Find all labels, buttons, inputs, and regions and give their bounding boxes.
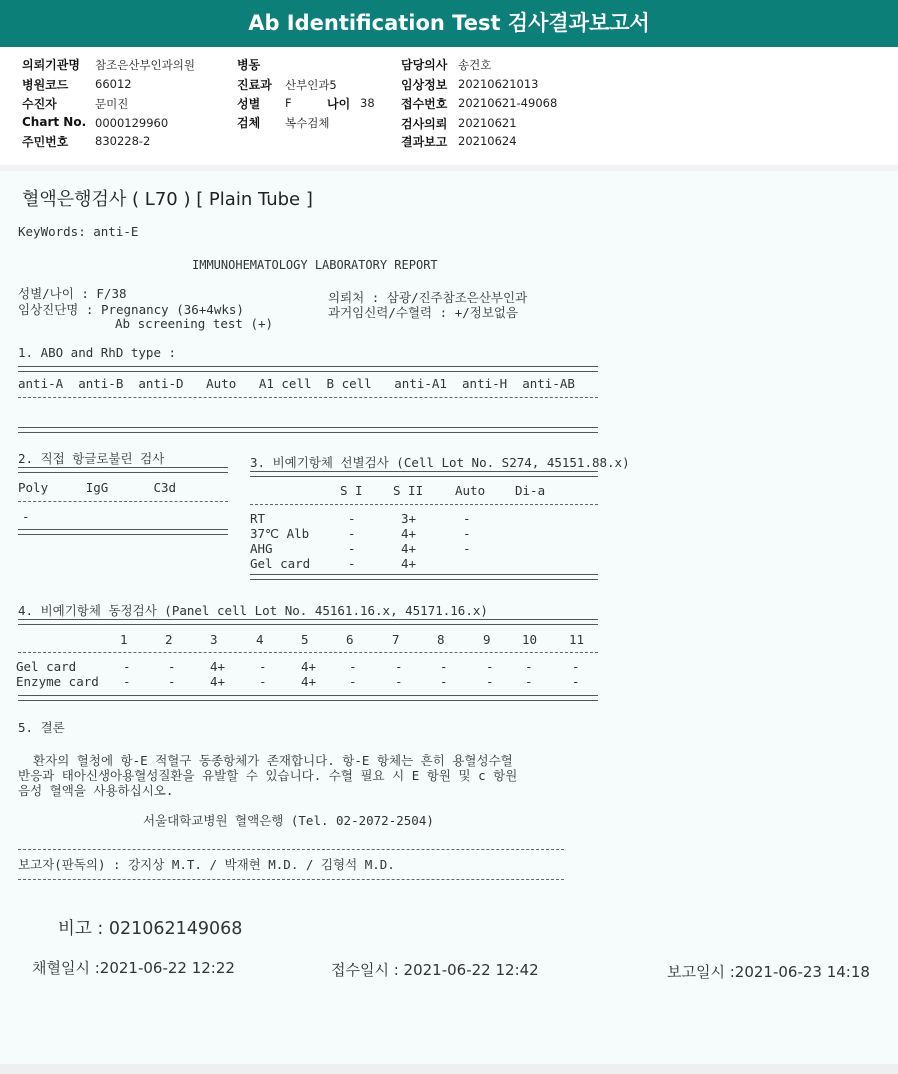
label-resident-no: 주민번호 <box>22 135 69 149</box>
panel-column-header: 10 <box>522 632 538 647</box>
test-title: 혈액은행검사 ( L70 ) [ Plain Tube ] <box>22 189 313 210</box>
screen-header-dia: Di-a <box>515 483 546 498</box>
panel-cell: - <box>349 674 357 689</box>
panel-cell: - <box>440 674 448 689</box>
panel-row-label: Gel card <box>16 659 77 674</box>
panel-cell: 4+ <box>210 674 226 689</box>
received-datetime: 접수일시 : 2021-06-22 12:42 <box>331 961 539 979</box>
screen-cell: - <box>463 541 471 556</box>
screen-header-sii: S II <box>393 483 424 498</box>
lab-report-title: IMMUNOHEMATOLOGY LABORATORY REPORT <box>192 258 438 272</box>
screen-cell: 4+ <box>401 526 417 541</box>
screen-row-label: Gel card <box>250 556 311 571</box>
panel-column-header: 3 <box>210 632 218 647</box>
reporters: 보고자(판독의) : 강지상 M.T. / 박재현 M.D. / 김형석 M.D. <box>18 857 395 872</box>
screen-cell: 4+ <box>401 541 417 556</box>
divider-dashed <box>18 849 564 850</box>
screen-row-label: RT <box>250 511 266 526</box>
screen-row-label: 37℃ Alb <box>250 526 310 541</box>
label-ward: 병동 <box>237 58 261 72</box>
value-patient-name: 문미진 <box>95 97 129 111</box>
panel-cell: - <box>168 659 176 674</box>
panel-cell: - <box>525 659 533 674</box>
screen-cell: - <box>463 526 471 541</box>
panel-cell: - <box>123 674 131 689</box>
divider-dashed <box>250 504 598 505</box>
divider-double <box>18 427 598 433</box>
divider-dashed <box>18 879 564 880</box>
remarks: 비고 : 021062149068 <box>58 919 243 939</box>
panel-column-header: 4 <box>256 632 264 647</box>
label-clinical-info: 임상정보 <box>401 78 448 92</box>
divider-double <box>18 695 598 701</box>
screen-cell: - <box>348 526 356 541</box>
value-institution: 참조은산부인과의원 <box>95 58 195 72</box>
label-specimen: 검체 <box>237 116 261 130</box>
conclusion-line1: 환자의 혈청에 항-E 적혈구 동종항체가 존재합니다. 항-E 항체는 흔히 용혈성수혈 <box>18 753 513 768</box>
abo-headers: anti-A anti-B anti-D Auto A1 cell B cell anti-A1 anti-H anti-AB <box>18 376 575 391</box>
value-physician: 송건호 <box>458 58 492 72</box>
panel-cell: - <box>349 659 357 674</box>
patient-info-header <box>0 47 898 166</box>
reported-datetime: 보고일시 :2021-06-23 14:18 <box>667 963 870 981</box>
divider-dashed <box>18 501 228 502</box>
divider-double <box>18 467 228 473</box>
panel-cell: - <box>572 659 580 674</box>
panel-cell: - <box>259 674 267 689</box>
value-department: 산부인과5 <box>285 78 337 92</box>
label-age: 나이 <box>327 97 351 111</box>
sex-age: 성별/나이 : F/38 <box>18 286 127 301</box>
label-request-date: 검사의뢰 <box>401 117 448 131</box>
page-bottom-edge <box>0 1064 898 1074</box>
report-title-bar <box>0 0 898 47</box>
dat-headers: Poly IgG C3d <box>18 480 177 495</box>
value-request-date: 20210621 <box>458 116 517 130</box>
screen-header-auto: Auto <box>455 483 486 498</box>
blood-bank-contact: 서울대학교병원 혈액은행 (Tel. 02-2072-2504) <box>143 813 434 828</box>
label-patient-name: 수진자 <box>22 97 57 111</box>
panel-cell: - <box>525 674 533 689</box>
panel-row-label: Enzyme card <box>16 674 99 689</box>
divider-double <box>18 619 598 625</box>
divider-double <box>18 366 598 372</box>
value-chart-no: 0000129960 <box>95 116 169 130</box>
report-body <box>0 171 898 1064</box>
panel-column-header: 8 <box>437 632 445 647</box>
divider-double <box>18 529 228 535</box>
conclusion-line3: 음성 혈액을 사용하십시오. <box>18 783 174 798</box>
transfusion-history: 과거임신력/수혈력 : +/정보없음 <box>328 305 519 320</box>
divider-double <box>250 471 598 477</box>
label-physician: 담당의사 <box>401 58 448 72</box>
panel-cell: 4+ <box>301 659 317 674</box>
panel-column-header: 9 <box>483 632 491 647</box>
divider-double <box>250 574 598 580</box>
report-title: Ab Identification Test 검사결과보고서 <box>248 11 650 35</box>
panel-cell: - <box>395 674 403 689</box>
label-department: 진료과 <box>237 78 272 92</box>
section1-title: 1. ABO and RhD type : <box>18 345 177 360</box>
clinical-diagnosis-line2: Ab screening test (+) <box>115 316 274 331</box>
panel-column-header: 2 <box>165 632 173 647</box>
screen-cell: - <box>348 511 356 526</box>
value-specimen: 복수검체 <box>285 116 330 130</box>
value-age: 38 <box>360 96 375 110</box>
dat-value: - <box>22 509 30 524</box>
section4-title: 4. 비예기항체 동정검사 (Panel cell Lot No. 45161.16.x, 45171.16.x) <box>18 603 488 618</box>
panel-cell: - <box>168 674 176 689</box>
panel-column-header: 6 <box>346 632 354 647</box>
value-clinical-info: 20210621013 <box>458 77 539 91</box>
value-hospital-code: 66012 <box>95 77 132 91</box>
divider-dashed <box>18 397 598 398</box>
conclusion-line2: 반응과 태아신생아용혈성질환을 유발할 수 있습니다. 수혈 필요 시 E 항원 및 c 항원 <box>18 768 518 783</box>
collection-datetime: 채혈일시 :2021-06-22 12:22 <box>32 959 235 977</box>
value-accession-no: 20210621-49068 <box>458 96 558 110</box>
screen-cell: 4+ <box>401 556 417 571</box>
panel-column-header: 5 <box>301 632 309 647</box>
screen-cell: 3+ <box>401 511 417 526</box>
screen-row-label: AHG <box>250 541 273 556</box>
panel-cell: 4+ <box>301 674 317 689</box>
panel-cell: - <box>395 659 403 674</box>
referrer: 의뢰처 : 삼광/진주참조은산부인과 <box>328 290 528 305</box>
panel-column-header: 7 <box>392 632 400 647</box>
label-chart-no: Chart No. <box>22 115 87 129</box>
panel-cell: - <box>440 659 448 674</box>
label-report-date: 결과보고 <box>401 135 448 149</box>
screen-header-si: S I <box>340 483 363 498</box>
divider-dashed <box>18 652 598 653</box>
screen-cell: - <box>348 556 356 571</box>
panel-cell: 4+ <box>210 659 226 674</box>
panel-column-header: 11 <box>569 632 585 647</box>
value-sex: F <box>285 96 292 110</box>
panel-cell: - <box>259 659 267 674</box>
section5-title: 5. 결론 <box>18 720 65 735</box>
value-report-date: 20210624 <box>458 134 517 148</box>
panel-cell: - <box>486 674 494 689</box>
panel-cell: - <box>123 659 131 674</box>
panel-cell: - <box>572 674 580 689</box>
panel-column-header: 1 <box>120 632 128 647</box>
label-institution: 의뢰기관명 <box>22 58 80 72</box>
label-hospital-code: 병원코드 <box>22 78 69 92</box>
panel-cell: - <box>486 659 494 674</box>
keywords: KeyWords: anti-E <box>18 224 139 239</box>
value-resident-no: 830228-2 <box>95 134 151 148</box>
clinical-diagnosis: 임상진단명 : Pregnancy (36+4wks) <box>18 302 244 317</box>
section2-title: 2. 직접 항글로불린 검사 <box>18 451 165 466</box>
screen-cell: - <box>463 511 471 526</box>
label-accession-no: 접수번호 <box>401 97 448 111</box>
label-sex: 성별 <box>237 97 261 111</box>
section3-title: 3. 비예기항체 선별검사 (Cell Lot No. S274, 45151.88.x) <box>250 455 630 470</box>
screen-cell: - <box>348 541 356 556</box>
